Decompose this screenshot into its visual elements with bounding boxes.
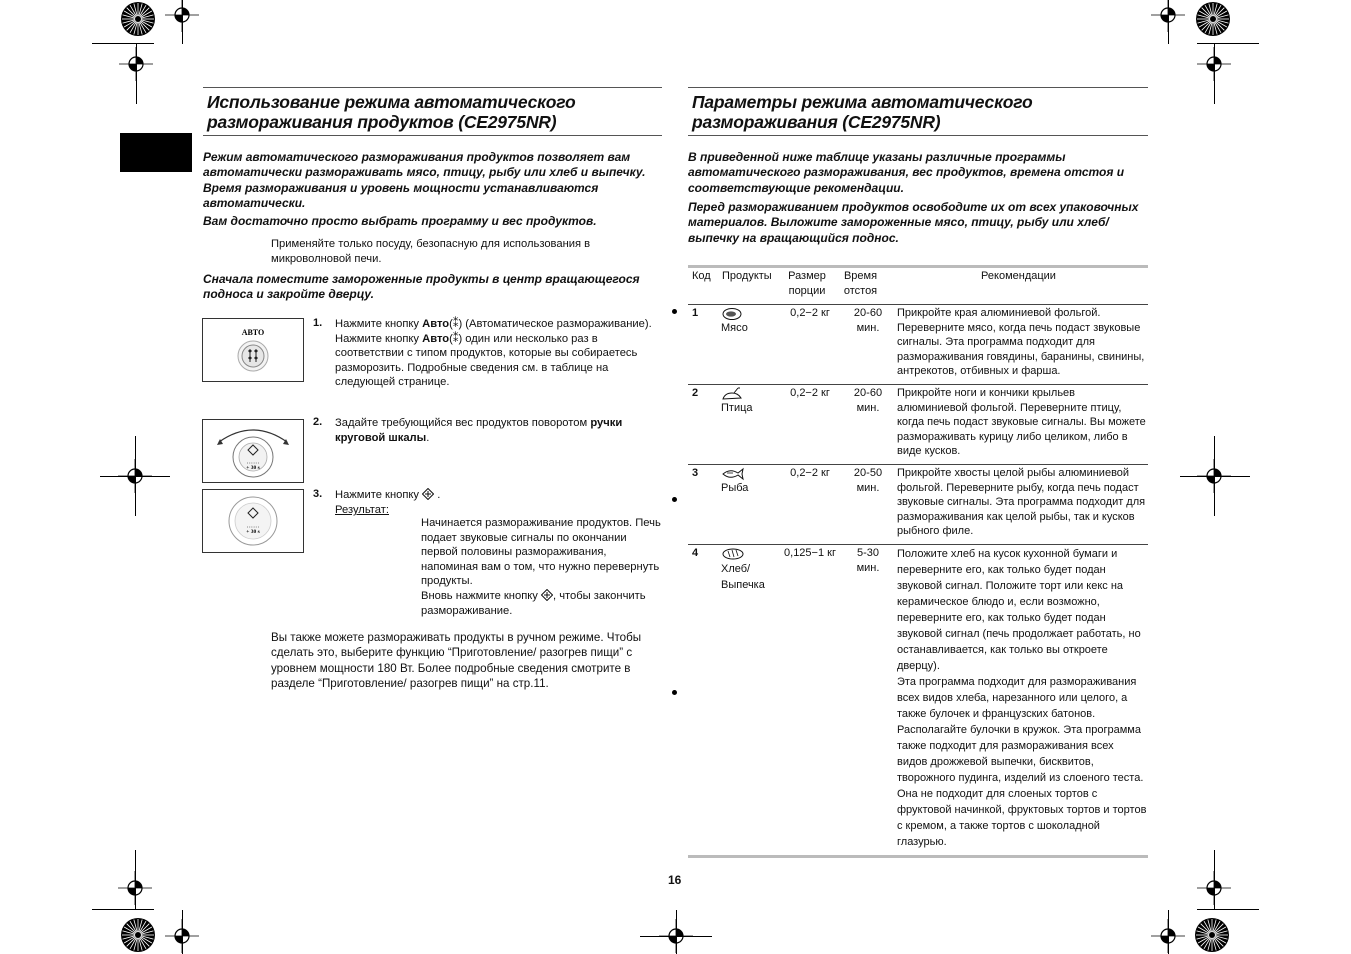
header-products: Продукты <box>722 270 772 282</box>
start-button-illustration <box>203 490 303 552</box>
crop-line <box>182 910 183 954</box>
step3-text-main: Нажмите кнопку <box>335 489 420 501</box>
row-standing-time: 20-60 мин. <box>853 307 883 334</box>
defrost-parameters-table <box>688 268 1148 304</box>
color-wheel-mark-icon <box>1194 917 1230 953</box>
result-text-main: Начинается размораживание продуктов. Печь подает звуковые сигналы по окончании первой половины размораживания, напоминая вам о том, что нужно перевернуть продукты. <box>421 517 661 588</box>
crop-line <box>1168 910 1169 954</box>
auto-label: АВТО <box>241 328 265 337</box>
section-tab <box>120 133 192 172</box>
svg-text:• • • • • •: • • • • • • <box>246 525 260 529</box>
row-standing-time: 20-60 мин. <box>853 387 883 414</box>
row-divider <box>688 304 1148 305</box>
svg-text:• • • • • •: • • • • • • <box>246 461 260 465</box>
manual-defrost-paragraph: Вы также можете размораживать продукты в ручном режиме. Чтобы сделать это, выберите функцию “Приготовление/ разогрев пищи” с уровнем мощности 180 Вт. Более подробные сведения смотрите в разделе “Приготовление/ разогрев пищи” на стр.11. <box>271 631 642 691</box>
header-recommendations: Рекомендации <box>981 270 1056 282</box>
crop-line <box>1197 43 1259 44</box>
row-recommendation: Прикройте ноги и кончики крыльев алюминиевой фольгой. Переверните птицу, когда печь подаст звуковые сигналы. Вы можете размораживать курицу либо целиком, либо в виде кусков. <box>897 387 1146 458</box>
step1-line1-pre: Нажмите кнопку <box>335 318 420 330</box>
row-code: 4 <box>692 547 699 559</box>
right-intro2: Перед размораживанием продуктов освободите их от всех упаковочных материалов. Выложите замороженные мясо, птицу, рыбу или хлеб/ выпечку на вращающийся поднос. <box>688 200 1139 245</box>
step2-text <box>335 416 645 445</box>
step1-line1-post: (Автоматическое размораживание). <box>465 318 652 330</box>
crop-line <box>92 909 154 910</box>
row-code: 2 <box>692 387 699 399</box>
step1-auto-label-2: Авто <box>422 332 450 345</box>
step2-number: 2. <box>313 416 323 428</box>
header-code: Код <box>692 270 711 282</box>
step1-line2-pre: Нажмите кнопку <box>335 332 420 345</box>
row-recommendation: Положите хлеб на кусок кухонной бумаги и переверните его, как только будет подан звуковой сигнал. Положите торт или кекс на керамическое блюдо и, если возможно, переверните его, как только будет подан звуковой сигнал (печь продолжает работать, но останавливается, как только вы откроете дверцу). Эта программа подходит для размораживания всех видов хлеба, нарезанного или целого, а также булочек и французских батонов. Располагайте булочки в кружок. Эта программа также подходит для размораживания всех видов дрожжевой выпечки, бисквитов, творожного пудинга, изделий из слоеного теста. Она не подходит для слоеных тортов с фруктовой начинкой, фруктовых тортов и тортов с кремом, а также тортов с шоколадной глазурью. <box>897 548 1147 848</box>
row-product: Птица <box>721 402 753 414</box>
row-recommendation-2: Эта программа подходит для размораживания всех видов хлеба, нарезанного или целого, а также булочек и французских батонов. Располагайте булочки в кружок. Эта программа также подходит для размораживания всех видов дрожжевой выпечки, бисквитов, творожного пудинга, изделий из слоеного теста. Она не подходит для слоеных тортов с фруктовой начинкой, фруктовых тортов и тортов с кремом, а также тортов с шоколадной глазурью. <box>897 676 1147 848</box>
step3-number: 3. <box>313 488 323 500</box>
result-text2-post: , чтобы закончить размораживание. <box>421 589 646 617</box>
figure-start-button <box>202 489 304 553</box>
left-first-instruction: Сначала поместите замороженные продукты в центр вращающегося подноса и закройте дверцу. <box>203 272 640 302</box>
row-standing-time: 5-30 мин. <box>856 547 880 574</box>
row-recommendation: Прикройте края алюминиевой фольгой. Переверните мясо, когда печь подаст звуковые сигналы. Эта программа подходит для размораживания говядины, баранины, свинины, антрекотов, отбивных и фарша. <box>897 307 1145 378</box>
color-wheel-mark-icon <box>120 1 156 37</box>
result-label: Результат: <box>335 504 389 516</box>
figure-dial-turn <box>202 419 304 483</box>
right-title <box>692 92 1147 132</box>
figure-auto-button <box>202 318 304 382</box>
crop-line <box>1214 44 1215 104</box>
row-code: 1 <box>692 307 699 319</box>
step1-text <box>335 317 661 390</box>
left-title-line2: размораживания продуктов (CE2975NR) <box>207 112 557 132</box>
step2-text-bold: ручки круговой шкалы <box>335 417 623 444</box>
crop-line <box>135 850 136 910</box>
left-title-bottom-rule <box>203 135 662 136</box>
defrost-icon: (⁑) <box>449 318 463 330</box>
left-title <box>207 92 662 132</box>
start-icon <box>541 589 553 601</box>
step3-text: Нажмите кнопку . <box>335 489 441 501</box>
crop-line <box>1180 476 1250 477</box>
auto-button-illustration <box>203 319 303 381</box>
dial-turn-illustration <box>203 420 303 482</box>
crop-line <box>1214 850 1215 910</box>
left-note: Применяйте только посуду, безопасную для использования в микроволновой печи. <box>271 238 591 265</box>
step1-auto-label: Авто <box>422 318 450 330</box>
row-portion: 0,2−2 кг <box>790 387 830 399</box>
step1-number: 1. <box>313 317 323 329</box>
header-portion <box>782 268 832 304</box>
header-standing-text: Время отстоя <box>843 270 878 297</box>
table-bottom-rule <box>688 855 1148 858</box>
row-code: 3 <box>692 467 699 479</box>
right-title-top-rule <box>688 87 1148 88</box>
row-standing-time: 20-50 мин. <box>853 467 883 494</box>
center-bullet <box>672 690 677 695</box>
right-title-bottom-rule <box>688 135 1148 136</box>
left-intro: Режим автоматического размораживания продуктов позволяет вам автоматически размораживать мясо, птицу, рыбу или хлеб и выпечку. Время размораживания и уровень мощности устанавливаются автоматически. <box>203 150 646 211</box>
plus30-label: + 30 s <box>246 529 260 535</box>
row-divider <box>688 384 1148 385</box>
crop-line <box>676 910 677 954</box>
row-divider <box>688 464 1148 465</box>
right-title-line2: размораживания (CE2975NR) <box>692 112 941 132</box>
result-text2-pre: Вновь нажмите кнопку <box>421 589 538 602</box>
color-wheel-mark-icon <box>1195 1 1231 37</box>
header-standing <box>832 268 889 304</box>
crop-line <box>100 476 170 477</box>
row-product: Мясо <box>721 322 748 334</box>
crop-line <box>182 0 183 44</box>
left-intro2: Вам достаточно просто выбрать программу и вес продуктов. <box>203 214 597 228</box>
left-title-line1: Использование режима автоматического <box>207 92 576 112</box>
right-title-line1: Параметры режима автоматического <box>692 92 1033 112</box>
plus30-label: + 30 s <box>246 465 260 471</box>
right-intro: В приведенной ниже таблице указаны различные программы автоматического размораживания, вес продуктов, времена отстоя и соответствующие рекомендации. <box>688 150 1125 195</box>
color-wheel-mark-icon <box>120 917 156 953</box>
row-portion: 0,2−2 кг <box>790 307 830 319</box>
step2-text-pre: Задайте требующийся вес продуктов поворотом <box>335 417 588 429</box>
crop-line <box>1197 909 1259 910</box>
row-divider <box>688 544 1148 545</box>
crop-line <box>136 44 137 104</box>
row-product: Хлеб/ Выпечка <box>721 563 765 591</box>
header-portion-text: Размер порции <box>788 270 826 297</box>
center-bullet <box>672 497 677 502</box>
crop-line <box>1168 0 1169 44</box>
row-portion: 0,125−1 кг <box>784 547 836 559</box>
step1-line2-post: один или несколько раз в соответствии с типом продуктов, которые вы собираетесь разморозить. Подробные сведения см. в таблице на следующей странице. <box>335 332 638 389</box>
step2-text-post: . <box>426 431 430 444</box>
row-recommendation: Прикройте хвосты целой рыбы алюминиевой фольгой. Переверните рыбу, когда печь подаст звуковые сигналы. Эта программа подходит для размораживания как целой рыбы, так и кусков рыбного филе. <box>897 467 1146 538</box>
table-header-row <box>688 268 1148 304</box>
row-product: Рыба <box>721 482 749 494</box>
page-number: 16 <box>668 873 682 887</box>
crop-line <box>92 43 154 44</box>
center-bullet <box>672 309 677 314</box>
row-portion: 0,2−2 кг <box>790 467 830 479</box>
result-text <box>421 516 663 618</box>
defrost-icon: (⁑) <box>449 332 463 345</box>
start-icon <box>422 488 434 500</box>
left-title-top-rule <box>203 87 662 88</box>
